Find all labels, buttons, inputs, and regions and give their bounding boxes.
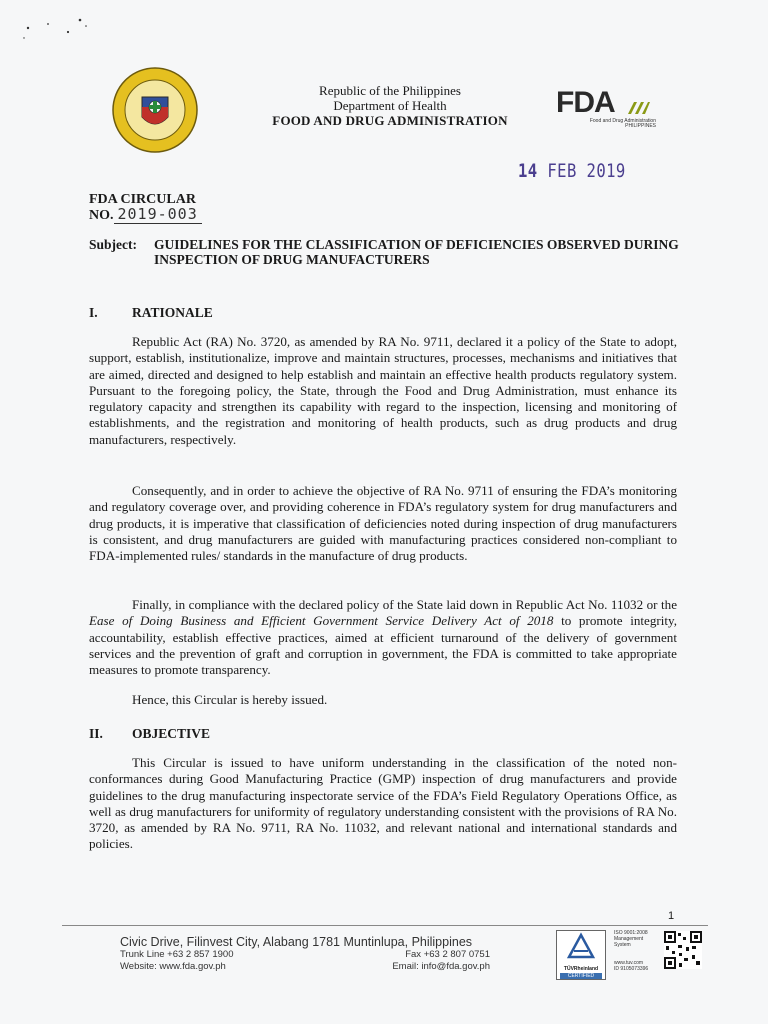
- header-agency: FOOD AND DRUG ADMINISTRATION: [272, 113, 508, 128]
- paragraph-rationale-2: Consequently, and in order to achieve the objective of RA No. 9711 of ensuring the FDA’s monitoring and regulatory coverage over, and providing coherence in FDA’s regulatory system for drug manufacturers and drug products, it is imperative that classification of deficiencies noted during inspection of drug manufacturers is consistent, and drug manufacturers are guided with manufacturing practices considered non-compliant to FDA-implemented rules/ standards in the manufacture of drug products.: [89, 483, 677, 564]
- document-page: Republic of the Philippines Department of Health FOOD AND DRUG ADMINISTRATION FDA Food and Drug Administration PHILIPPINES 14 FEB 2019 FDA CIRCULAR NO. 2019-003 Subject: GUIDELINES FOR THE CLASSIFICATION OF DEFICIENCIES OBSERVED DURING INSPECTION OF DRUG MANUFACTURERS I. RATIONALE Republic Act (RA) No. 3720, as amended by RA No. 9711, declared it a policy of the State to adopt, support, establish, institutionalize, improve and maintain structures, processes, mechanisms and initiatives that are aimed, directed and designed to help establish and maintain an effective health products regulatory system. Pursuant to the foregoing policy, the State, through the Food and Drug Administration, must enhance its regulatory capacity and strengthen its capability with regard to the inspection, licensing and monitoring of establishments, and the registration and monitoring of health products, such as drug products and drug manufacturers, respectively. Consequently, and in order to achieve the objective of RA No. 9711 of ensuring the FDA’s monitoring and regulatory coverage over, and providing coherence in FDA’s regulatory system for drug manufacturers and drug products, it is imperative that classification of deficiencies noted during inspection of drug manufacturers is consistent, and drug manufacturers are guided with manufacturing practices considered non-compliant to FDA-implemented rules/ standards in the manufacture of drug products. Finally, in compliance with the declared policy of the State laid down in Republic Act No. 11032 or the Ease of Doing Business and Efficient Government Service Delivery Act of 2018 to promote integrity, accountability, establish effective practices, aimed at efficient turnaround of the delivery of government services and the prevention of graft and corruption in government, the FDA is committed to take appropriate measures to promote transparency. Hence, this Circular is hereby issued. II. OBJECTIVE This Circular is issued to have uniform understanding in the classification of the noted non-conformances during Good Manufacturing Practice (GMP) inspection of drug manufacturers and provide guidelines to the drug manufacturing inspectorate service of the FDA’s Field Regulatory Operations Office, as well as drug manufacturers for uniformity of regulatory understanding consistent with the provisions of RA No. 3720, as amended by RA No. 9711, RA No. 11032, and relevant national and international standards and policies. 1 Civic Drive, Filinvest City, Alabang 1781 Muntinlupa, Philippines Trunk Line +63 2 857 1900 Fax +63 2 807 0751 Website: www.fda.gov.ph Email: info@fda.gov.ph TÜVRheinland CERTIFIED ISO 9001:2008 Management System www.tuv.com ID 9105073396: [0, 0, 768, 1024]
- tuv-triangle-icon: [557, 931, 605, 961]
- qr-code-icon: [664, 931, 702, 969]
- header-department: Department of Health: [333, 98, 447, 113]
- address-line: Civic Drive, Filinvest City, Alabang 1781 Muntinlupa, Philippines: [120, 935, 473, 949]
- tuv-certification-badge: TÜVRheinland CERTIFIED: [556, 930, 606, 980]
- letterhead: [240, 83, 540, 128]
- iso-certification-text: ISO 9001:2008 Management System www.tuv.com ID 9105073396: [614, 930, 649, 972]
- circular-number-block: [89, 192, 202, 223]
- scan-specks: [20, 14, 90, 44]
- paragraph-objective-1: This Circular is issued to have uniform understanding in the classification of the noted non-conformances during Good Manufacturing Practice (GMP) inspection of drug manufacturers and provide guidelines to the drug manufacturing inspectorate service of the FDA’s Field Regulatory Operations Office, as well as drug manufacturers for uniformity of regulatory understanding consistent with the provisions of RA No. 3720, as amended by RA No. 9711, RA No. 11032, and relevant national and international standards and policies.: [89, 755, 677, 852]
- doh-seal-icon: [112, 67, 198, 153]
- subject-label: Subject:: [89, 237, 137, 252]
- fax-number: Fax +63 2 807 0751: [405, 949, 490, 960]
- act-title: Ease of Doing Business and Efficient Government Service Delivery Act of 2018: [89, 613, 554, 629]
- paragraph-rationale-4: Hence, this Circular is hereby issued.: [132, 692, 328, 707]
- fda-logo-subtitle: Food and Drug Administration PHILIPPINES: [589, 118, 656, 129]
- subject-text: GUIDELINES FOR THE CLASSIFICATION OF DEFICIENCIES OBSERVED DURING INSPECTION OF DRUG MANUFACTURERS: [154, 237, 679, 267]
- trunk-line: Trunk Line +63 2 857 1900: [120, 949, 234, 960]
- circular-label: FDA CIRCULAR: [89, 192, 196, 207]
- page-number: 1: [668, 910, 675, 922]
- footer-address: [120, 935, 490, 973]
- email-link[interactable]: Email: info@fda.gov.ph: [392, 961, 490, 972]
- fda-logo: [556, 86, 656, 144]
- fda-logo-mark: FDA: [556, 86, 615, 119]
- fda-stripes-icon: [624, 100, 650, 114]
- website-link[interactable]: Website: www.fda.gov.ph: [120, 961, 226, 972]
- header-republic: Republic of the Philippines: [319, 83, 461, 98]
- paragraph-rationale-1: Republic Act (RA) No. 3720, as amended by RA No. 9711, declared it a policy of the State to adopt, support, establish, institutionalize, improve and maintain structures, processes, mechanisms and initiatives that are aimed, directed and designed to help establish and maintain an effective health products regulatory system. Pursuant to the foregoing policy, the State, through the Food and Drug Administration, must enhance its regulatory capacity and strengthen its capability with regard to the inspection, licensing and monitoring of establishments, and the registration and monitoring of health products, such as drug products and drug manufacturers, respectively.: [89, 334, 677, 447]
- received-date-stamp: 14 FEB 2019: [518, 160, 626, 182]
- footer-divider: [62, 925, 708, 926]
- paragraph-rationale-3: Finally, in compliance with the declared policy of the State laid down in Republic Act No. 11032 or the Ease of Doing Business and Efficient Government Service Delivery Act of 2018 to promote integrity, accountability, establish effective practices, aimed at efficient turnaround of the delivery of government services and the prevention of graft and corruption in government, the FDA is committed to take appropriate measures to promote transparency.: [89, 597, 677, 678]
- circular-number: 2019-003: [114, 205, 202, 224]
- circular-no-label: NO.: [89, 208, 114, 223]
